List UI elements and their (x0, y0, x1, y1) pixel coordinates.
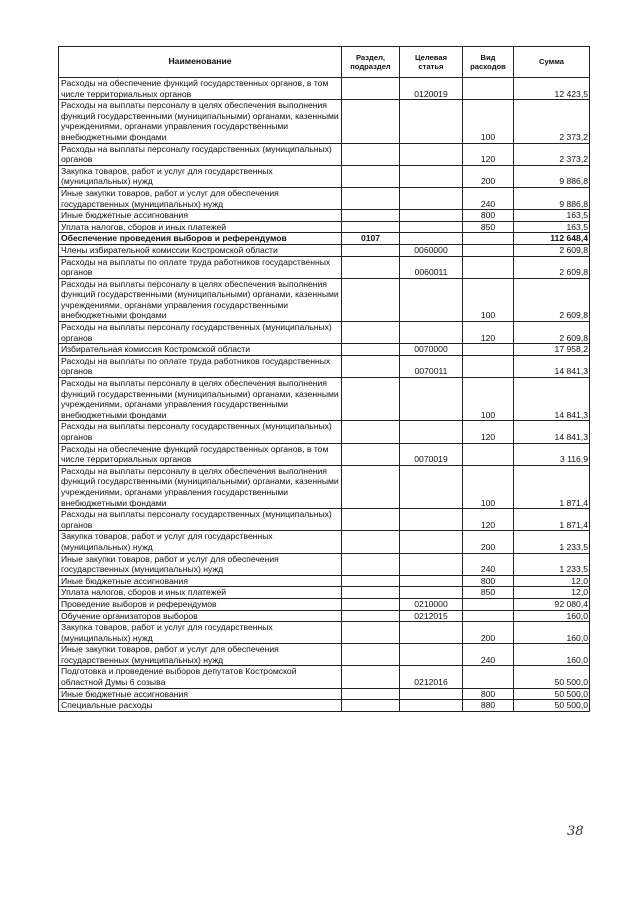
cell-name: Уплата налогов, сборов и иных платежей (59, 221, 342, 233)
cell-sum: 14 841,3 (514, 355, 590, 377)
cell-sum: 92 080,4 (514, 598, 590, 610)
cell-name: Иные закупки товаров, работ и услуг для обеспечения государственных (муниципальных) нужд (59, 187, 342, 209)
cell-section (342, 143, 400, 165)
table-row (59, 100, 590, 143)
table-header-row (59, 47, 590, 78)
cell-name: Расходы на выплаты персоналу государственных (муниципальных) органов (59, 421, 342, 443)
table-row (59, 622, 590, 644)
table-row (59, 465, 590, 508)
cell-sum: 2 373,2 (514, 143, 590, 165)
budget-table (58, 46, 590, 712)
cell-name: Уплата налогов, сборов и иных платежей (59, 587, 342, 599)
cell-name: Расходы на выплаты персоналу в целях обеспечения выполнения функций государственными (муниципальными) органами, казенными учреждениями, органами управления государственными внебюджетными фондами (59, 465, 342, 508)
table-row (59, 443, 590, 465)
cell-name: Расходы на выплаты персоналу государственных (муниципальных) органов (59, 322, 342, 344)
cell-kind: 100 (463, 100, 514, 143)
table-row (59, 278, 590, 321)
cell-sum: 160,0 (514, 622, 590, 644)
cell-name: Избирательная комиссия Костромской области (59, 344, 342, 356)
cell-kind: 120 (463, 509, 514, 531)
header-kind: Вид расходов (463, 47, 514, 78)
table-row (59, 233, 590, 245)
cell-section (342, 553, 400, 575)
cell-target: 0060011 (400, 256, 463, 278)
cell-section: 0107 (342, 233, 400, 245)
table-row (59, 244, 590, 256)
cell-sum: 9 886,8 (514, 187, 590, 209)
cell-section (342, 421, 400, 443)
cell-name: Расходы на выплаты персоналу государственных (муниципальных) органов (59, 509, 342, 531)
table-row (59, 688, 590, 700)
cell-sum: 12 423,5 (514, 78, 590, 100)
table-row (59, 553, 590, 575)
cell-section (342, 210, 400, 222)
cell-kind: 800 (463, 688, 514, 700)
cell-target (400, 278, 463, 321)
cell-section (342, 587, 400, 599)
cell-section (342, 688, 400, 700)
cell-kind: 100 (463, 278, 514, 321)
cell-name: Расходы на обеспечение функций государственных органов, в том числе территориальных органов (59, 78, 342, 100)
cell-target (400, 575, 463, 587)
cell-target: 0212016 (400, 666, 463, 688)
cell-section (342, 598, 400, 610)
cell-sum: 163,5 (514, 210, 590, 222)
cell-kind: 880 (463, 700, 514, 712)
cell-sum: 14 841,3 (514, 421, 590, 443)
cell-name: Обучение организаторов выборов (59, 610, 342, 622)
cell-target (400, 233, 463, 245)
cell-kind (463, 598, 514, 610)
cell-target (400, 622, 463, 644)
cell-sum: 2 609,8 (514, 244, 590, 256)
table-row (59, 666, 590, 688)
header-target: Целевая статья (400, 47, 463, 78)
cell-name: Иные бюджетные ассигнования (59, 575, 342, 587)
cell-sum: 160,0 (514, 644, 590, 666)
cell-section (342, 100, 400, 143)
cell-section (342, 78, 400, 100)
cell-kind: 200 (463, 165, 514, 187)
cell-target (400, 700, 463, 712)
cell-kind: 800 (463, 210, 514, 222)
cell-sum: 2 609,8 (514, 256, 590, 278)
table-row (59, 143, 590, 165)
cell-kind (463, 344, 514, 356)
page-number: 38 (567, 824, 584, 839)
cell-name: Закупка товаров, работ и услуг для государственных (муниципальных) нужд (59, 165, 342, 187)
table-row (59, 210, 590, 222)
cell-section (342, 165, 400, 187)
budget-table-sheet (58, 46, 589, 712)
table-row (59, 165, 590, 187)
header-section: Раздел, подраздел (342, 47, 400, 78)
cell-target (400, 187, 463, 209)
cell-section (342, 465, 400, 508)
cell-kind: 120 (463, 421, 514, 443)
cell-sum: 17 958,2 (514, 344, 590, 356)
cell-section (342, 221, 400, 233)
cell-kind (463, 443, 514, 465)
cell-kind: 240 (463, 553, 514, 575)
table-row (59, 78, 590, 100)
table-row (59, 587, 590, 599)
cell-section (342, 244, 400, 256)
cell-target (400, 165, 463, 187)
table-body (59, 78, 590, 712)
cell-kind (463, 256, 514, 278)
table-row (59, 256, 590, 278)
cell-target: 0070000 (400, 344, 463, 356)
cell-target (400, 378, 463, 421)
cell-name: Расходы на обеспечение функций государственных органов, в том числе территориальных органов (59, 443, 342, 465)
table-row (59, 598, 590, 610)
cell-kind: 120 (463, 143, 514, 165)
cell-target: 0210000 (400, 598, 463, 610)
cell-sum: 2 609,8 (514, 278, 590, 321)
cell-name: Расходы на выплаты персоналу государственных (муниципальных) органов (59, 143, 342, 165)
cell-sum: 2 373,2 (514, 100, 590, 143)
cell-target (400, 553, 463, 575)
cell-target (400, 509, 463, 531)
header-name: Наименование (59, 47, 342, 78)
cell-kind: 120 (463, 322, 514, 344)
cell-sum: 160,0 (514, 610, 590, 622)
cell-kind: 100 (463, 378, 514, 421)
table-row (59, 355, 590, 377)
cell-sum: 12,0 (514, 575, 590, 587)
cell-section (342, 531, 400, 553)
cell-kind: 240 (463, 187, 514, 209)
cell-section (342, 355, 400, 377)
cell-section (342, 378, 400, 421)
cell-target: 0120019 (400, 78, 463, 100)
cell-target (400, 465, 463, 508)
cell-sum: 1 233,5 (514, 531, 590, 553)
cell-target: 0070019 (400, 443, 463, 465)
table-row (59, 700, 590, 712)
cell-name: Расходы на выплаты персоналу в целях обеспечения выполнения функций государственными (муниципальными) органами, казенными учреждениями, органами управления государственными внебюджетными фондами (59, 278, 342, 321)
cell-kind: 200 (463, 531, 514, 553)
cell-target: 0070011 (400, 355, 463, 377)
cell-name: Обеспечение проведения выборов и референдумов (59, 233, 342, 245)
cell-sum: 1 233,5 (514, 553, 590, 575)
cell-section (342, 509, 400, 531)
cell-sum: 50 500,0 (514, 666, 590, 688)
cell-sum: 50 500,0 (514, 688, 590, 700)
cell-sum: 3 116,9 (514, 443, 590, 465)
table-row (59, 509, 590, 531)
cell-name: Иные бюджетные ассигнования (59, 210, 342, 222)
cell-name: Иные закупки товаров, работ и услуг для обеспечения государственных (муниципальных) нужд (59, 553, 342, 575)
cell-name: Подготовка и проведение выборов депутатов Костромской областной Думы 6 созыва (59, 666, 342, 688)
cell-sum: 163,5 (514, 221, 590, 233)
cell-name: Расходы на выплаты персоналу в целях обеспечения выполнения функций государственными (муниципальными) органами, казенными учреждениями, органами управления государственными внебюджетными фондами (59, 100, 342, 143)
cell-target (400, 100, 463, 143)
cell-section (342, 644, 400, 666)
cell-sum: 14 841,3 (514, 378, 590, 421)
cell-kind: 800 (463, 575, 514, 587)
table-row (59, 221, 590, 233)
cell-sum: 112 648,4 (514, 233, 590, 245)
cell-target (400, 210, 463, 222)
cell-target: 0060000 (400, 244, 463, 256)
cell-kind (463, 244, 514, 256)
cell-section (342, 322, 400, 344)
cell-target (400, 322, 463, 344)
cell-section (342, 344, 400, 356)
table-row (59, 644, 590, 666)
cell-name: Закупка товаров, работ и услуг для государственных (муниципальных) нужд (59, 531, 342, 553)
cell-sum: 12,0 (514, 587, 590, 599)
header-sum: Сумма (514, 47, 590, 78)
cell-target (400, 644, 463, 666)
table-row (59, 575, 590, 587)
cell-section (342, 610, 400, 622)
cell-kind (463, 78, 514, 100)
cell-section (342, 700, 400, 712)
cell-name: Специальные расходы (59, 700, 342, 712)
table-row (59, 187, 590, 209)
cell-section (342, 666, 400, 688)
cell-section (342, 278, 400, 321)
cell-target (400, 587, 463, 599)
cell-name: Иные закупки товаров, работ и услуг для обеспечения государственных (муниципальных) нужд (59, 644, 342, 666)
cell-kind (463, 233, 514, 245)
cell-kind: 100 (463, 465, 514, 508)
table-row (59, 322, 590, 344)
cell-target (400, 221, 463, 233)
cell-target: 0212015 (400, 610, 463, 622)
cell-kind: 850 (463, 587, 514, 599)
cell-name: Проведение выборов и референдумов (59, 598, 342, 610)
cell-name: Расходы на выплаты по оплате труда работников государственных органов (59, 256, 342, 278)
cell-name: Расходы на выплаты персоналу в целях обеспечения выполнения функций государственными (муниципальными) органами, казенными учреждениями, органами управления государственными внебюджетными фондами (59, 378, 342, 421)
cell-kind (463, 355, 514, 377)
cell-target (400, 531, 463, 553)
cell-section (342, 187, 400, 209)
cell-section (342, 443, 400, 465)
table-row (59, 344, 590, 356)
table-row (59, 531, 590, 553)
cell-name: Иные бюджетные ассигнования (59, 688, 342, 700)
cell-sum: 9 886,8 (514, 165, 590, 187)
cell-section (342, 256, 400, 278)
cell-sum: 2 609,8 (514, 322, 590, 344)
cell-target (400, 143, 463, 165)
cell-name: Закупка товаров, работ и услуг для государственных (муниципальных) нужд (59, 622, 342, 644)
cell-kind (463, 610, 514, 622)
table-row (59, 610, 590, 622)
cell-sum: 1 871,4 (514, 465, 590, 508)
cell-section (342, 575, 400, 587)
cell-section (342, 622, 400, 644)
table-row (59, 378, 590, 421)
cell-kind (463, 666, 514, 688)
cell-target (400, 421, 463, 443)
cell-sum: 1 871,4 (514, 509, 590, 531)
cell-target (400, 688, 463, 700)
table-row (59, 421, 590, 443)
cell-name: Расходы на выплаты по оплате труда работников государственных органов (59, 355, 342, 377)
cell-kind: 850 (463, 221, 514, 233)
cell-kind: 200 (463, 622, 514, 644)
cell-sum: 50 500,0 (514, 700, 590, 712)
cell-kind: 240 (463, 644, 514, 666)
cell-name: Члены избирательной комиссии Костромской области (59, 244, 342, 256)
